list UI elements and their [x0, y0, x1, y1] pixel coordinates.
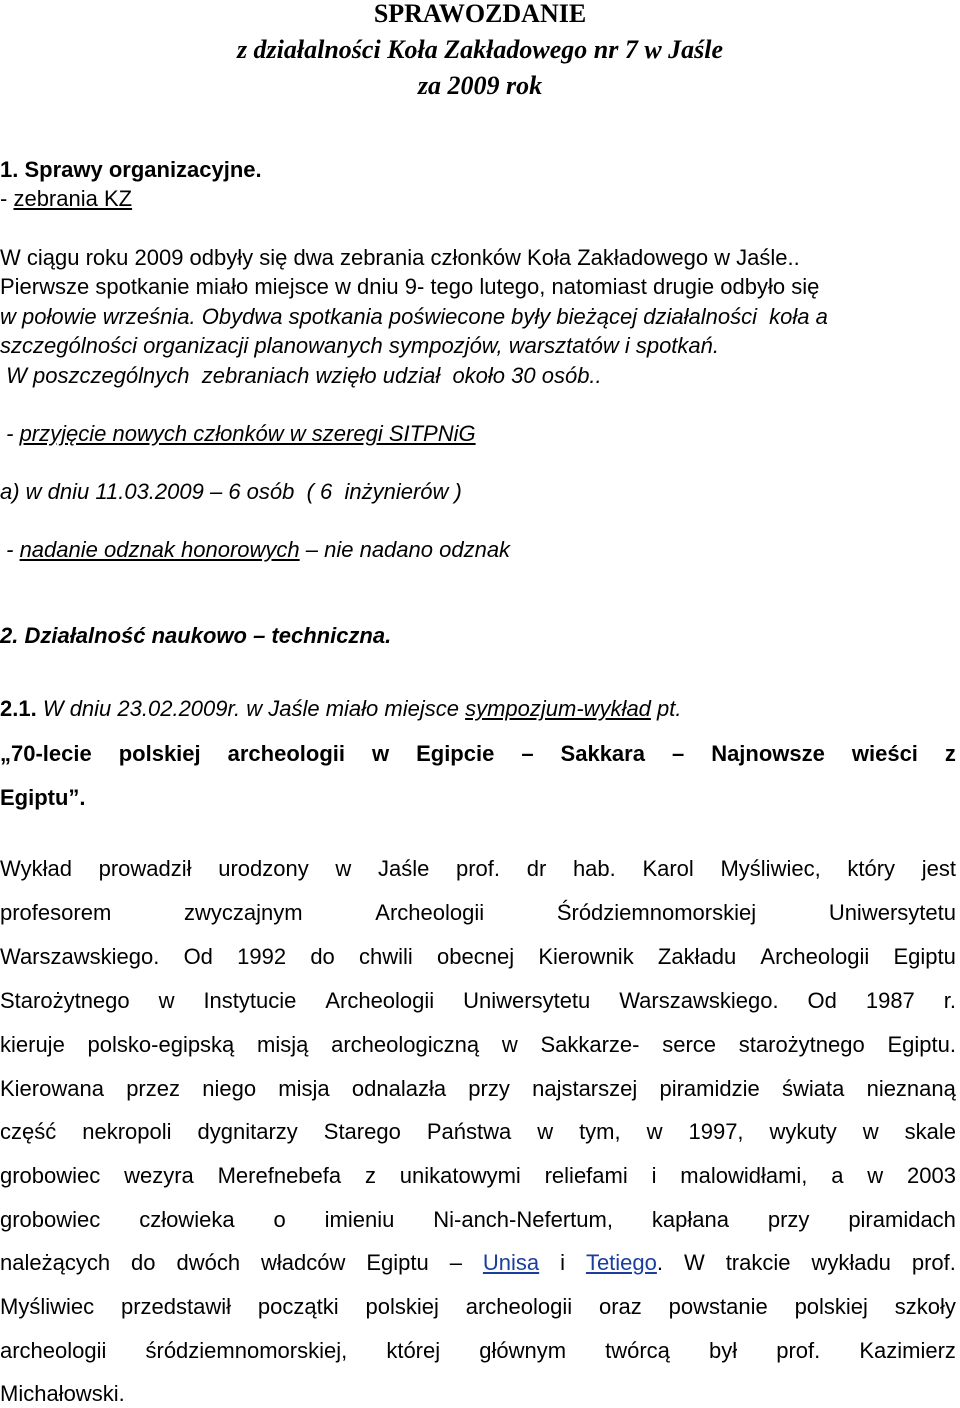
word: Od	[807, 988, 837, 1013]
word: –	[449, 1250, 462, 1275]
word: dwóch	[176, 1250, 241, 1275]
subsection-badges-label: nadanie odznak honorowych	[19, 537, 300, 562]
item-text-underlined: sympozjum-wykład	[465, 696, 651, 721]
word: Jaśle	[377, 856, 430, 881]
word: przez	[126, 1076, 180, 1101]
lecture-title-line: Egiptu”.	[0, 785, 86, 810]
unisa-link[interactable]: Unisa	[482, 1250, 540, 1275]
word: obecnej	[437, 944, 515, 969]
word: Myśliwiec	[0, 1294, 95, 1319]
word: do	[131, 1250, 156, 1275]
paragraph-line	[0, 1249, 956, 1277]
paragraph-fragment: w połowie września.	[0, 304, 196, 329]
word: Archeologii	[325, 988, 435, 1013]
word: z	[364, 1163, 376, 1188]
word: imieniu	[324, 1207, 395, 1232]
word: piramidach	[848, 1207, 956, 1232]
lecture-title-word: –	[671, 741, 685, 766]
subsection-meetings-label: zebrania KZ	[13, 186, 133, 211]
word: w	[335, 856, 352, 881]
report-title: SPRAWOZDANIE	[373, 0, 587, 28]
word: hab.	[572, 856, 616, 881]
word: Archeologii	[375, 900, 485, 925]
word: oraz	[598, 1294, 642, 1319]
word: Państwa	[426, 1119, 512, 1144]
paragraph-line: W ciągu roku 2009 odbyły się dwa zebrania członków Koła Zakładowego w Jaśle..	[0, 245, 800, 270]
word: był	[709, 1338, 738, 1363]
word: szkoły	[894, 1294, 956, 1319]
word: Merefnebefa	[217, 1163, 342, 1188]
word: przy	[767, 1207, 810, 1232]
word: świata	[781, 1076, 845, 1101]
word: 1992	[237, 944, 287, 969]
word: w	[867, 1163, 884, 1188]
item-number: 2.1.	[0, 696, 37, 721]
paragraph-line	[0, 899, 956, 927]
word: i	[560, 1250, 565, 1275]
paragraph-line	[0, 1206, 956, 1234]
paragraph-line: Michałowski.	[0, 1381, 125, 1406]
word: władców	[261, 1250, 346, 1275]
word: kieruje	[0, 1032, 65, 1057]
word: Starożytnego	[0, 988, 130, 1013]
word: Instytucie	[203, 988, 297, 1013]
word: w	[862, 1119, 879, 1144]
word: prof.	[456, 856, 501, 881]
lecture-title-line	[0, 740, 956, 768]
lecture-title-word: Egipcie	[416, 741, 495, 766]
word: 1997,	[688, 1119, 744, 1144]
word: Od	[183, 944, 213, 969]
word: Egiptu	[366, 1250, 429, 1275]
dash: -	[0, 186, 14, 211]
word: Kazimierz	[859, 1338, 956, 1363]
word: urodzony	[218, 856, 309, 881]
lecture-title-word: w	[371, 741, 390, 766]
word: Starego	[323, 1119, 401, 1144]
paragraph-line	[0, 303, 828, 331]
word: Tetiego.	[585, 1250, 664, 1275]
word: r.	[943, 988, 956, 1013]
word: niego	[202, 1076, 257, 1101]
word: polsko-egipską	[87, 1032, 235, 1057]
word: człowieka	[139, 1207, 235, 1232]
word: Egiptu	[893, 944, 956, 969]
word: najstarszej	[532, 1076, 638, 1101]
paragraph-line	[0, 1293, 956, 1321]
word: prowadził	[98, 856, 192, 881]
word: chwili	[359, 944, 413, 969]
word: 1987	[865, 988, 915, 1013]
word: śródziemnomorskiej,	[145, 1338, 348, 1363]
word: skale	[904, 1119, 956, 1144]
subsection-members	[0, 420, 476, 448]
paragraph-line	[0, 855, 956, 883]
word: W	[683, 1250, 705, 1275]
word: piramidzie	[659, 1076, 760, 1101]
word: archeologiczną	[331, 1032, 480, 1057]
word: Warszawskiego.	[619, 988, 779, 1013]
word: dygnitarzy	[197, 1119, 298, 1144]
subsection-members-label: przyjęcie nowych członków w szeregi SITPNiG	[19, 421, 476, 446]
word: początki	[257, 1294, 339, 1319]
word: misją	[257, 1032, 309, 1057]
word: trakcie	[725, 1250, 791, 1275]
dash: -	[0, 421, 20, 446]
paragraph-line: W poszczególnych zebraniach wzięło udział około 30 osób..	[0, 363, 602, 388]
subsection-badges-rest: – nie nadano odznak	[299, 537, 511, 562]
word: malowidłami,	[680, 1163, 808, 1188]
report-subtitle: z działalności Koła Zakładowego nr 7 w Jaśle	[236, 35, 724, 64]
word: 2003	[907, 1163, 956, 1188]
word: nieznaną	[866, 1076, 956, 1101]
word: wezyra	[124, 1163, 194, 1188]
subsection-meetings	[0, 185, 132, 213]
word: której	[386, 1338, 441, 1363]
word: grobowiec	[0, 1207, 101, 1232]
word: Śródziemnomorskiej	[556, 900, 757, 925]
word: Archeologii	[760, 944, 870, 969]
word: wykładu	[811, 1250, 891, 1275]
word: powstanie	[668, 1294, 768, 1319]
word: Sakkarze-	[540, 1032, 640, 1057]
word: misja	[278, 1076, 330, 1101]
paragraph-line	[0, 1337, 956, 1365]
word: przedstawił	[120, 1294, 232, 1319]
report-header	[0, 0, 960, 104]
item-text: pt.	[650, 696, 682, 721]
word: starożytnego	[738, 1032, 865, 1057]
word: zwyczajnym	[183, 900, 303, 925]
lecture-title-word: polskiej	[118, 741, 201, 766]
paragraph-line	[0, 987, 956, 1015]
word: w	[646, 1119, 663, 1144]
word: archeologii	[0, 1338, 107, 1363]
word: a	[831, 1163, 844, 1188]
word: prof.	[911, 1250, 956, 1275]
word: nekropoli	[82, 1119, 172, 1144]
lecture-title-word: Sakkara	[560, 741, 645, 766]
word: reliefami	[544, 1163, 628, 1188]
lecture-title-word: archeologii	[227, 741, 345, 766]
paragraph-line	[0, 1075, 956, 1103]
lecture-title-word: „70-lecie	[0, 741, 92, 766]
word: tym,	[579, 1119, 621, 1144]
lecture-title-word: z	[944, 741, 956, 766]
word: grobowiec	[0, 1163, 101, 1188]
item-text: W dniu 23.02.2009r. w Jaśle miało miejsce	[36, 696, 466, 721]
word: Uniwersytetu	[463, 988, 591, 1013]
paragraph-line	[0, 1118, 956, 1146]
word: należących	[0, 1250, 111, 1275]
paragraph-line	[0, 1031, 956, 1059]
word: Zakładu	[657, 944, 737, 969]
word: Ni-anch-Nefertum,	[433, 1207, 613, 1232]
word: polskiej	[365, 1294, 439, 1319]
tetiego-link[interactable]: Tetiego	[585, 1250, 657, 1275]
word: odnalazła	[351, 1076, 447, 1101]
word: Uniwersytetu	[828, 900, 956, 925]
word: i	[651, 1163, 657, 1188]
word: głównym	[479, 1338, 567, 1363]
word: polskiej	[794, 1294, 868, 1319]
lecture-title-word: wieści	[851, 741, 918, 766]
word: Egiptu.	[887, 1032, 956, 1057]
word: w	[158, 988, 175, 1013]
word: jest	[921, 856, 956, 881]
word: Karol	[642, 856, 694, 881]
word: serce	[662, 1032, 717, 1057]
paragraph-line	[0, 943, 956, 971]
word: w	[501, 1032, 518, 1057]
word: Myśliwiec,	[720, 856, 821, 881]
report-period: za 2009 rok	[417, 71, 543, 100]
word: Warszawskiego.	[0, 944, 160, 969]
word: Kierowana	[0, 1076, 104, 1101]
word: który	[847, 856, 896, 881]
word: o	[273, 1207, 286, 1232]
word: do	[310, 944, 335, 969]
word: Wykład	[0, 856, 72, 881]
word: dr	[526, 856, 547, 881]
word: w	[537, 1119, 554, 1144]
word: Kierownik	[538, 944, 634, 969]
word: profesorem	[0, 900, 112, 925]
subsection-badges	[0, 536, 510, 564]
word: twórcą	[605, 1338, 670, 1363]
section-2-heading: 2. Działalność naukowo – techniczna.	[0, 623, 392, 648]
paragraph-line: Pierwsze spotkanie miało miejsce w dniu 9- tego lutego, natomiast drugie odbyło się	[0, 274, 820, 299]
word: kapłana	[651, 1207, 729, 1232]
members-entry: a) w dniu 11.03.2009 – 6 osób ( 6 inżynierów )	[0, 479, 462, 504]
section-1-heading: 1. Sprawy organizacyjne.	[0, 157, 262, 182]
lecture-title-word: –	[521, 741, 534, 766]
paragraph-fragment: Obydwa spotkania poświecone były bieżącej działalności koła a	[195, 304, 828, 329]
word: wykuty	[769, 1119, 837, 1144]
item-2-1	[0, 695, 682, 723]
paragraph-line	[0, 1162, 956, 1190]
paragraph-line: szczególności organizacji planowanych sympozjów, warsztatów i spotkań.	[0, 333, 720, 358]
word: archeologii	[465, 1294, 573, 1319]
word: unikatowymi	[399, 1163, 521, 1188]
lecture-title-word: Najnowsze	[711, 741, 825, 766]
word: prof.	[776, 1338, 821, 1363]
word: przy	[468, 1076, 510, 1101]
dash: -	[0, 537, 20, 562]
word: część	[0, 1119, 57, 1144]
